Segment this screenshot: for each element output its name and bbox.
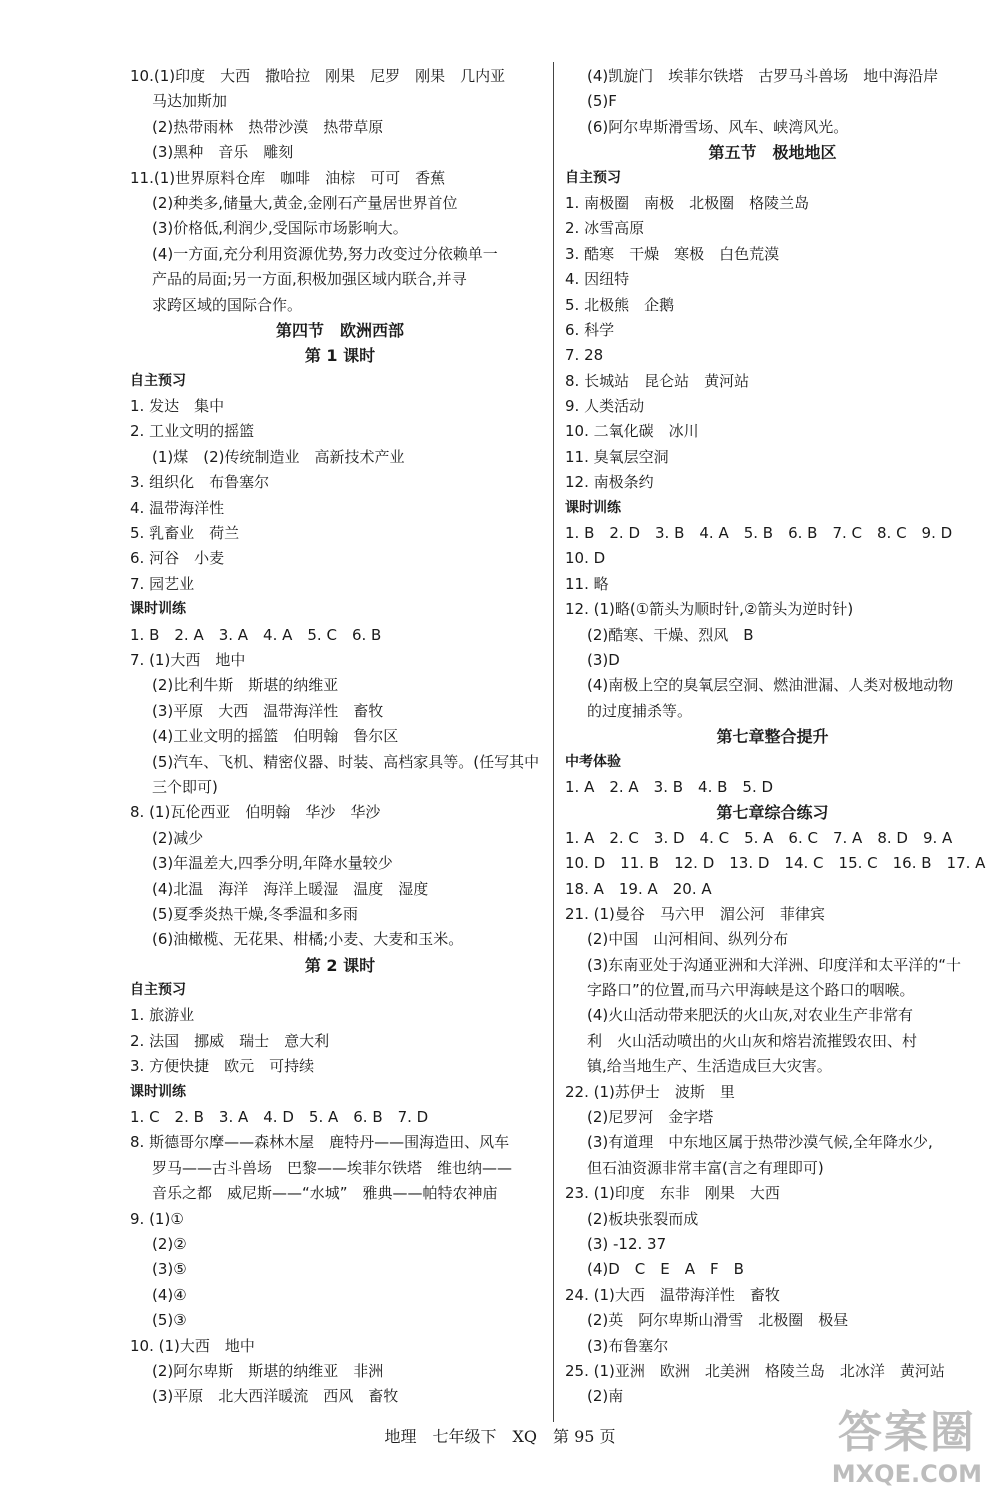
answer-subline: (4)工业文明的摇篮 伯明翰 鲁尔区 bbox=[152, 727, 399, 746]
answer-line: 10. D bbox=[565, 549, 606, 568]
answer-line: 6. 河谷 小麦 bbox=[130, 549, 225, 568]
answer-subline: (2)板块张裂而成 bbox=[587, 1209, 699, 1228]
watermark-url: MXQE.COM bbox=[831, 1460, 982, 1488]
answer-line: 6. 科学 bbox=[565, 320, 615, 339]
answer-line: 1. A 2. C 3. D 4. C 5. A 6. C 7. A 8. D 9. A bbox=[565, 828, 953, 847]
answer-subline: (3)布鲁塞尔 bbox=[587, 1336, 669, 1355]
answer-line: 5. 北极熊 企鹅 bbox=[565, 295, 675, 314]
answer-subline: (2)南 bbox=[587, 1387, 624, 1406]
answer-subline: (3)价格低,利润少,受国际市场影响大。 bbox=[152, 219, 408, 238]
answer-subline: 利 火山活动喷出的火山灰和熔岩流摧毁农田、村 bbox=[587, 1031, 918, 1050]
answer-line: 9. (1)① bbox=[130, 1209, 184, 1228]
answer-line: 10. D 11. B 12. D 13. D 14. C 15. C 16. B 17. A bbox=[565, 854, 986, 873]
answer-subline: 但石油资源非常丰富(言之有理即可) bbox=[587, 1158, 824, 1177]
answer-line: 11. 臭氧层空洞 bbox=[565, 447, 669, 466]
answer-subline: (3)平原 大西 温带海洋性 畜牧 bbox=[152, 701, 384, 720]
left-column bbox=[130, 64, 550, 1410]
answer-subline: (4)一方面,充分利用资源优势,努力改变过分依赖单一 bbox=[152, 244, 498, 263]
answer-line: 7. 28 bbox=[565, 346, 604, 365]
answer-line: 7. (1)大西 地中 bbox=[130, 650, 246, 669]
answer-subline: (6)油橄榄、无花果、柑橘;小麦、大麦和玉米。 bbox=[152, 930, 464, 949]
answer-subline: (2)种类多,储量大,黄金,金刚石产量居世界首位 bbox=[152, 193, 458, 212]
answer-line: 1. A 2. A 3. B 4. B 5. D bbox=[565, 777, 774, 796]
watermark bbox=[832, 1396, 982, 1488]
answer-line: 11.(1)世界原料仓库 咖啡 油棕 可可 香蕉 bbox=[130, 168, 446, 187]
answer-subline: (3)⑤ bbox=[152, 1260, 187, 1279]
answer-line: 22. (1)苏伊士 波斯 里 bbox=[565, 1082, 735, 1101]
answer-subline: 音乐之都 威尼斯——“水城” 雅典——帕特农神庙 bbox=[152, 1184, 498, 1203]
column-divider bbox=[553, 62, 554, 1422]
answer-line: 7. 园艺业 bbox=[130, 574, 195, 593]
answer-subline: (3)平原 北大西洋暖流 西风 畜牧 bbox=[152, 1387, 399, 1406]
answer-subline: (5)③ bbox=[152, 1311, 187, 1330]
answer-line: 25. (1)亚洲 欧洲 北美洲 格陵兰岛 北冰洋 黄河站 bbox=[565, 1361, 945, 1380]
section-label: 自主预习 bbox=[565, 169, 621, 186]
answer-subline: (2)比利牛斯 斯堪的纳维亚 bbox=[152, 676, 339, 695]
right-column bbox=[565, 64, 986, 1410]
answer-line: 8. 长城站 昆仑站 黄河站 bbox=[565, 371, 750, 390]
answer-line: 4. 温带海洋性 bbox=[130, 498, 225, 517]
answer-line: 24. (1)大西 温带海洋性 畜牧 bbox=[565, 1285, 780, 1304]
answer-subline: (6)阿尔卑斯滑雪场、风车、峡湾风光。 bbox=[587, 117, 849, 136]
answer-line: 3. 酷寒 干燥 寒极 白色荒漠 bbox=[565, 244, 780, 263]
answer-line: 1. B 2. A 3. A 4. A 5. C 6. B bbox=[130, 625, 382, 644]
answer-line: 12. 南极条约 bbox=[565, 473, 654, 492]
answer-subline: (4)南极上空的臭氧层空洞、燃油泄漏、人类对极地动物 bbox=[587, 676, 954, 695]
answer-subline: (4)火山活动带来肥沃的火山灰,对农业生产非常有 bbox=[587, 1006, 914, 1025]
answer-subline: (2)尼罗河 金字塔 bbox=[587, 1108, 714, 1127]
answer-subline: 镇,给当地生产、生活造成巨大灾害。 bbox=[587, 1057, 832, 1076]
answer-line: 8. (1)瓦伦西亚 伯明翰 华沙 华沙 bbox=[130, 803, 381, 822]
section-title: 第四节 欧洲西部 bbox=[275, 320, 404, 340]
answer-subline: (5)夏季炎热干燥,冬季温和多雨 bbox=[152, 904, 359, 923]
answer-subline: (1)煤 (2)传统制造业 高新技术产业 bbox=[152, 447, 405, 466]
answer-line: 2. 冰雪高原 bbox=[565, 219, 645, 238]
answer-subline: (3)年温差大,四季分明,年降水量较少 bbox=[152, 854, 393, 873]
answer-line: 1. C 2. B 3. A 4. D 5. A 6. B 7. D bbox=[130, 1108, 429, 1127]
answer-line: 5. 乳畜业 荷兰 bbox=[130, 524, 240, 543]
answer-line: 11. 略 bbox=[565, 574, 609, 593]
answer-line: 21. (1)曼谷 马六甲 湄公河 菲律宾 bbox=[565, 904, 825, 923]
section-label: 课时训练 bbox=[565, 499, 621, 516]
answer-line: 3. 方便快捷 欧元 可持续 bbox=[130, 1057, 315, 1076]
answer-subline: (2)阿尔卑斯 斯堪的纳维亚 非洲 bbox=[152, 1361, 384, 1380]
answer-line: 2. 工业文明的摇篮 bbox=[130, 422, 255, 441]
answer-subline: (3)东南亚处于沟通亚洲和大洋洲、印度洋和太平洋的“十 bbox=[587, 955, 962, 974]
section-title: 第 1 课时 bbox=[304, 346, 376, 366]
answer-line: 1. B 2. D 3. B 4. A 5. B 6. B 7. C 8. C 9. D bbox=[565, 524, 953, 543]
answer-subline: 求跨区域的国际合作。 bbox=[152, 295, 303, 314]
answer-subline: (2)英 阿尔卑斯山滑雪 北极圈 极昼 bbox=[587, 1311, 849, 1330]
answer-subline: (4)④ bbox=[152, 1285, 187, 1304]
answer-line: 9. 人类活动 bbox=[565, 397, 645, 416]
answer-subline: 罗马——古斗兽场 巴黎——埃菲尔铁塔 维也纳—— bbox=[152, 1158, 513, 1177]
answer-line: 23. (1)印度 东非 刚果 大西 bbox=[565, 1184, 780, 1203]
section-title: 第七章综合练习 bbox=[716, 803, 829, 823]
answer-subline: (2)热带雨林 热带沙漠 热带草原 bbox=[152, 117, 384, 136]
answer-line: 10. (1)大西 地中 bbox=[130, 1336, 255, 1355]
answer-subline: (4)D C E A F B bbox=[587, 1260, 744, 1279]
answer-line: 4. 因纽特 bbox=[565, 270, 630, 289]
section-label: 课时训练 bbox=[130, 601, 186, 618]
section-title: 第五节 极地地区 bbox=[708, 143, 837, 163]
answer-subline: (5)汽车、飞机、精密仪器、时装、高档家具等。(任写其中 bbox=[152, 752, 540, 771]
answer-line: 1. 南极圈 南极 北极圈 格陵兰岛 bbox=[565, 193, 810, 212]
answer-line: 3. 组织化 布鲁塞尔 bbox=[130, 473, 270, 492]
section-title: 第七章整合提升 bbox=[716, 727, 829, 747]
answer-subline: (5)F bbox=[587, 92, 617, 111]
page-footer: 地理 七年级下 XQ 第 95 页 bbox=[384, 1427, 616, 1446]
section-label: 自主预习 bbox=[130, 372, 186, 389]
section-label: 课时训练 bbox=[130, 1083, 186, 1100]
answer-line: 2. 法国 挪威 瑞士 意大利 bbox=[130, 1031, 330, 1050]
answer-line: 10.(1)印度 大西 撒哈拉 刚果 尼罗 刚果 几内亚 bbox=[130, 67, 506, 85]
answer-line: 8. 斯德哥尔摩——森林木屋 鹿特丹——围海造田、风车 bbox=[130, 1133, 510, 1152]
answer-subline: (2)中国 山河相间、纵列分布 bbox=[587, 930, 789, 949]
answer-line: 12. (1)略(①箭头为顺时针,②箭头为逆时针) bbox=[565, 600, 854, 619]
answer-subline: 三个即可) bbox=[152, 777, 218, 796]
section-label: 中考体验 bbox=[565, 753, 621, 770]
answer-subline: (3)有道理 中东地区属于热带沙漠气候,全年降水少, bbox=[587, 1133, 933, 1152]
answer-line: 10. 二氧化碳 冰川 bbox=[565, 422, 699, 441]
answer-subline: (2)② bbox=[152, 1234, 187, 1253]
watermark-logo: 答案圈 bbox=[837, 1407, 976, 1458]
answer-subline: 字路口”的位置,而马六甲海峡是这个路口的咽喉。 bbox=[587, 981, 915, 1000]
answer-subline: (2)酷寒、干燥、烈风 B bbox=[587, 625, 754, 644]
answer-subline: (4)凯旋门 埃菲尔铁塔 古罗马斗兽场 地中海沿岸 bbox=[587, 67, 939, 85]
answer-subline: 马达加斯加 bbox=[152, 92, 228, 111]
answer-subline: 的过度捕杀等。 bbox=[587, 701, 693, 720]
answer-line: 1. 发达 集中 bbox=[130, 397, 225, 416]
answer-line: 18. A 19. A 20. A bbox=[565, 879, 712, 898]
answer-subline: (4)北温 海洋 海洋上暖湿 温度 湿度 bbox=[152, 879, 429, 898]
answer-subline: 产品的局面;另一方面,积极加强区域内联合,并寻 bbox=[152, 270, 467, 289]
answer-subline: (3)D bbox=[587, 650, 620, 669]
section-label: 自主预习 bbox=[130, 982, 186, 999]
section-title: 第 2 课时 bbox=[304, 955, 376, 975]
answer-subline: (3)黑种 音乐 雕刻 bbox=[152, 143, 294, 162]
answer-subline: (2)减少 bbox=[152, 828, 204, 847]
answer-line: 1. 旅游业 bbox=[130, 1006, 195, 1025]
answer-subline: (3) -12. 37 bbox=[587, 1234, 667, 1253]
